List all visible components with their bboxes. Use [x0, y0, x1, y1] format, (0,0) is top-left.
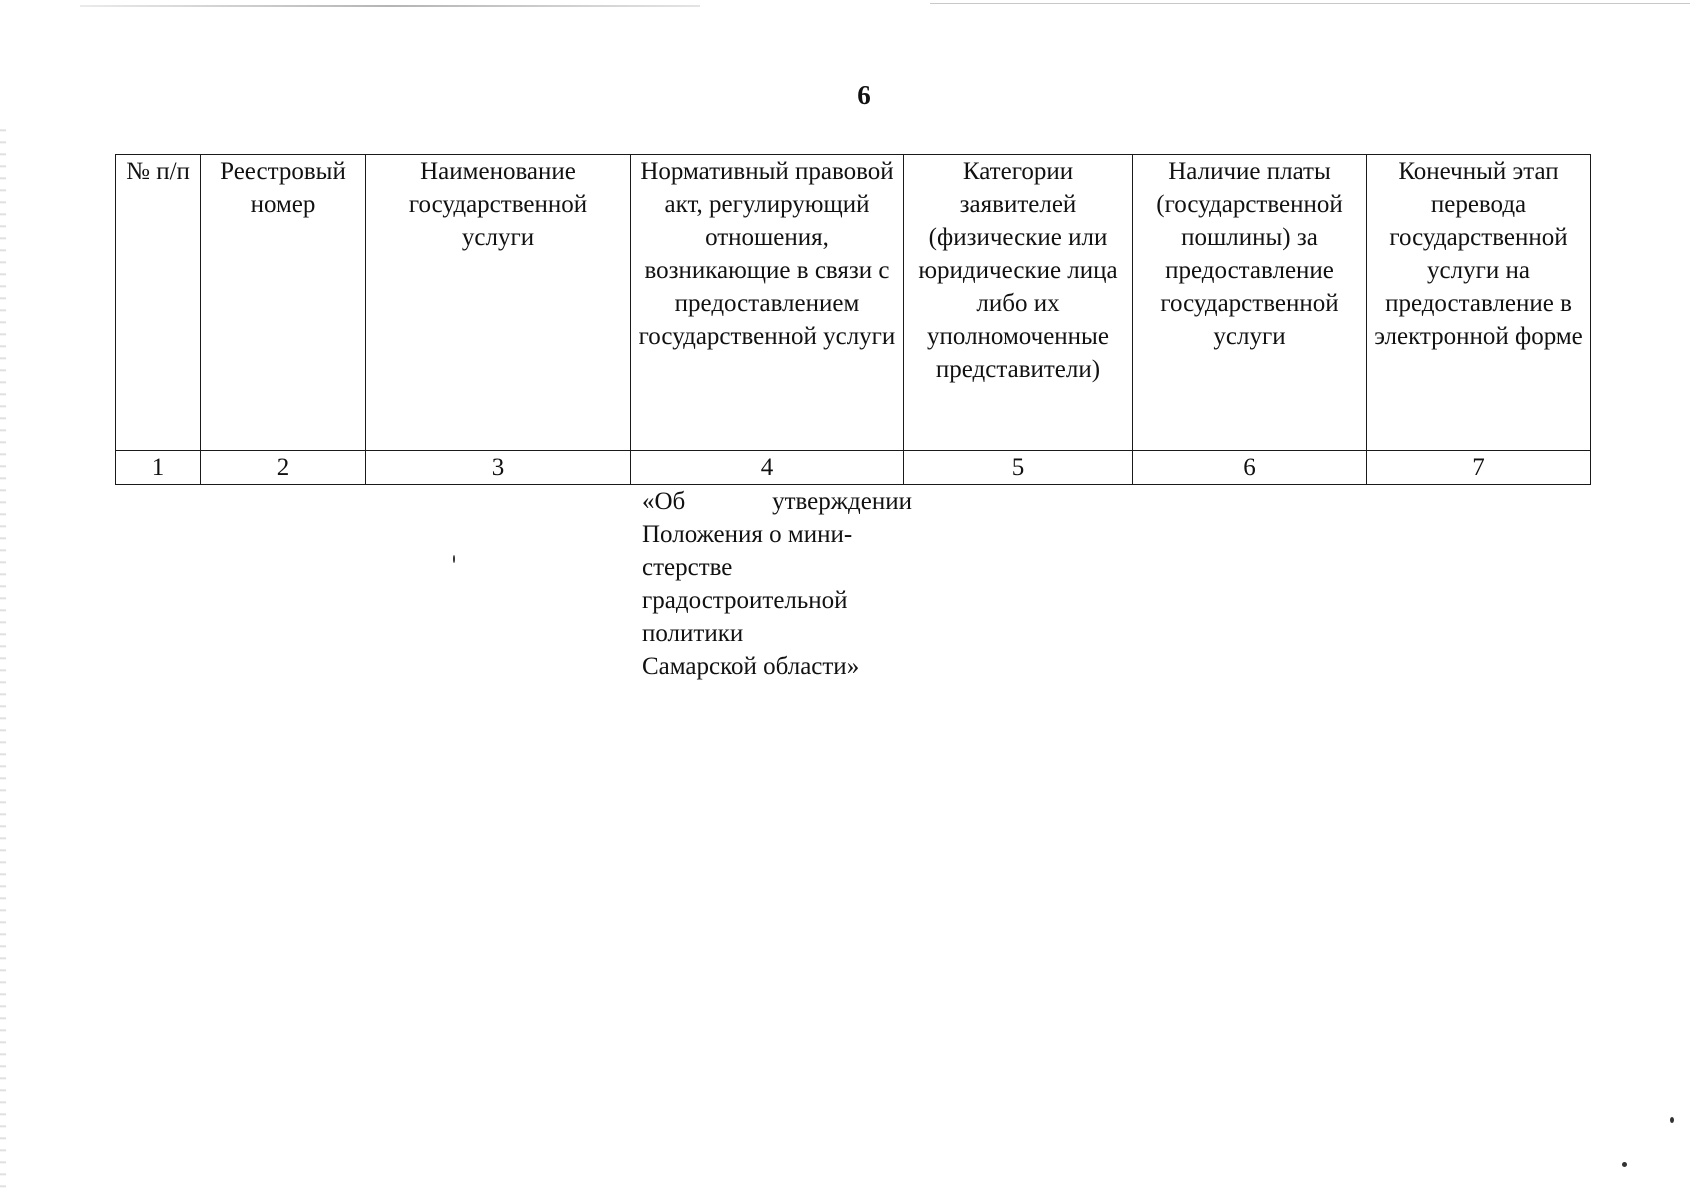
header-cell-registry-number: Реестровый номер — [201, 155, 366, 451]
column-number-cell: 7 — [1367, 451, 1591, 485]
column-number-cell: 3 — [366, 451, 631, 485]
legal-act-continuation-text — [642, 485, 912, 683]
header-cell-electronic-stage: Конечный этап перевода государственной услуги на предоставление в электронной форме — [1367, 155, 1591, 451]
header-cell-number: № п/п — [116, 155, 201, 451]
column-number-cell: 6 — [1133, 451, 1367, 485]
scan-speck — [1622, 1162, 1627, 1167]
page-number: 6 — [857, 80, 871, 110]
column-number-row — [116, 451, 1591, 485]
continuation-word: «Об — [642, 488, 686, 515]
services-register-table — [115, 154, 1591, 485]
continuation-line: Самарской области» — [642, 653, 860, 680]
scan-artifact-left-edge — [0, 120, 6, 1190]
continuation-line: Положения о мини- — [642, 521, 853, 548]
continuation-word: утверждении — [772, 488, 912, 515]
scan-speck — [1670, 1117, 1674, 1123]
column-number-cell: 2 — [201, 451, 366, 485]
header-cell-service-name: Наименование государственной услуги — [366, 155, 631, 451]
column-number-cell: 4 — [631, 451, 904, 485]
column-number-cell: 5 — [904, 451, 1133, 485]
continuation-line: стерстве — [642, 554, 733, 581]
scan-artifact-top-right — [930, 3, 1690, 4]
continuation-first-line — [642, 485, 912, 518]
header-cell-applicant-categories: Категории заявителей (физические или юридические лица либо их уполномоченные представители) — [904, 155, 1133, 451]
continuation-line: политики — [642, 620, 744, 647]
scan-artifact-top — [80, 5, 700, 7]
continuation-line: градостроительной — [642, 587, 848, 614]
header-cell-legal-act: Нормативный правовой акт, регулирующий отношения, возникающие в связи с предоставлением государственной услуги — [631, 155, 904, 451]
header-cell-fee: Наличие платы (государственной пошлины) за предоставление государственной услуги — [1133, 155, 1367, 451]
header-row — [116, 155, 1591, 451]
scan-speck — [453, 555, 455, 563]
column-number-cell: 1 — [116, 451, 201, 485]
